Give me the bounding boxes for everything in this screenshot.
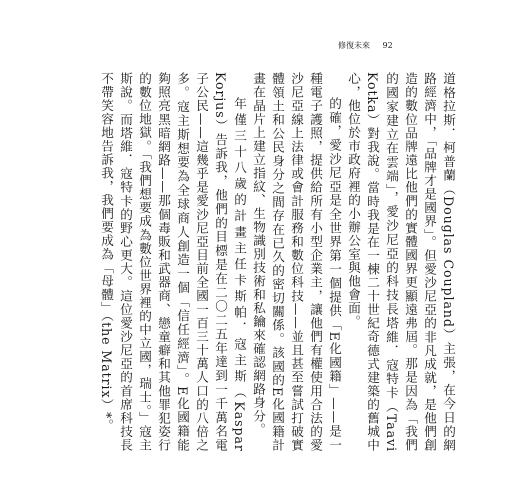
running-head [338, 40, 458, 51]
paragraph: 的確，愛沙尼亞是全世界第一個提供「E化國籍」——是一種電子護照，提供給所有小型企業主，讓他們有權使用合法的愛沙尼亞線上法律或會計服務和數位科技——並且甚至嘗試打破實體領土和公民身分之間存在已久的密切關係。該國的E化國籍計畫在晶片上建立指紋、生物識別技術和私鑰來確認網路身分。 [251, 72, 342, 452]
paragraph: 道格拉斯．柯普蘭（Douglas Coupland）主張，在今日的網路經濟中，「品牌才是國界」。但愛沙尼亞的非凡成就，是他們創造的數位品牌遠比他們的實體國界更顯遠弗屆。那是因為「我們的國家建立在雲端」，愛沙尼亞的科技長塔維．寇特卡（Taavi Kotka）對我說。當時我是在一棟二十世紀奇德式建築的舊城中心，他位於市政府裡的小辦公室與他會面。 [346, 72, 456, 452]
body-text [97, 72, 458, 452]
book-title: 修復未來 [338, 41, 370, 50]
page-number: 92 [382, 41, 393, 50]
paragraph: 年僅三十八歲的計畫主任卡斯帕．寇主斯（Kaspar Korjus）告訴我，他們的目標是在二〇二五年達到一千萬名電子公民——這幾乎是愛沙尼亞目前全國一百三十萬人口的八倍之多。寇主斯想要為全球商人創造一個「信任經濟」。E化國籍能夠照亮黑暗網路——那個毒販和武器商、戀童癖和其他罪犯姿行的數位地獄。「我們想要成為數位世界裡的中立國，瑞士。」寇主斯說。而塔維．寇特卡的野心更大。這位愛沙尼亞的首席科技長不帶笑容地告訴我，我們要成為「母體」（the Matrix）*。 [99, 72, 247, 452]
